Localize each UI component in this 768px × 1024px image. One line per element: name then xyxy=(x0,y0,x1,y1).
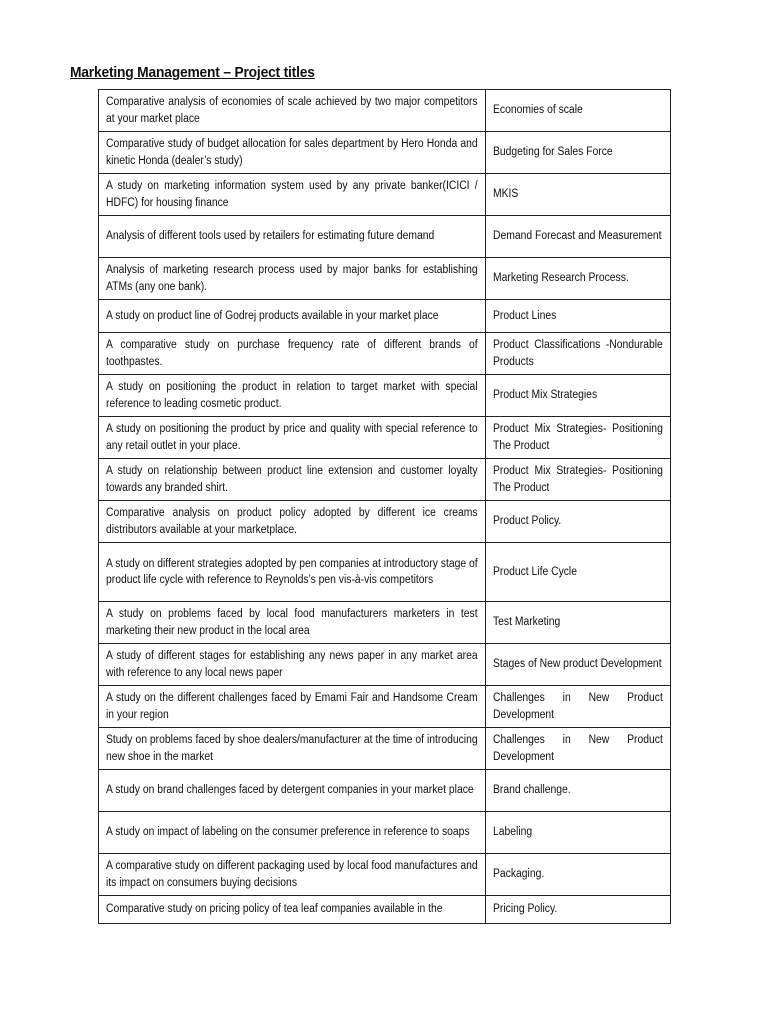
topic-cell xyxy=(486,543,671,602)
study-description-cell xyxy=(99,300,486,333)
topic-text: Product Mix Strategies- Positioning The Product xyxy=(493,465,663,494)
table-body xyxy=(99,90,671,924)
topic-cell xyxy=(486,501,671,543)
table-row xyxy=(99,501,671,543)
topic-text: Budgeting for Sales Force xyxy=(493,146,613,159)
study-description-text: A study on product line of Godrej products available in your market place xyxy=(106,309,439,322)
study-description-text: A study of different stages for establishing any news paper in any market area with reference to any local news paper xyxy=(106,650,478,679)
study-description-text: Analysis of marketing research process used by major banks for establishing ATMs (any one bank). xyxy=(106,264,478,293)
table-row xyxy=(99,812,671,854)
topic-cell xyxy=(486,132,671,174)
table-row xyxy=(99,174,671,216)
study-description-cell xyxy=(99,417,486,459)
topic-text: Labeling xyxy=(493,826,533,839)
topic-cell xyxy=(486,602,671,644)
study-description-cell xyxy=(99,728,486,770)
table-row xyxy=(99,644,671,686)
study-description-text: A study on positioning the product by price and quality with special reference to any retail outlet in your place. xyxy=(106,423,478,452)
study-description-cell xyxy=(99,543,486,602)
topic-text: Product Mix Strategies xyxy=(493,389,598,402)
study-description-cell xyxy=(99,132,486,174)
study-description-text: Comparative analysis on product policy adopted by different ice creams distributors available at your marketplace. xyxy=(106,507,478,536)
study-description-cell xyxy=(99,216,486,258)
study-description-cell xyxy=(99,686,486,728)
table-row xyxy=(99,417,671,459)
table-row xyxy=(99,896,671,924)
table-row xyxy=(99,216,671,258)
table-row xyxy=(99,459,671,501)
study-description-cell xyxy=(99,375,486,417)
table-row xyxy=(99,543,671,602)
study-description-text: A study on the different challenges faced by Emami Fair and Handsome Cream in your region xyxy=(106,692,478,721)
study-description-cell xyxy=(99,501,486,543)
topic-text: Product Lines xyxy=(493,309,557,322)
topic-text: Product Policy. xyxy=(493,515,562,528)
study-description-cell xyxy=(99,854,486,896)
study-description-cell xyxy=(99,174,486,216)
topic-text: Economies of scale xyxy=(493,104,583,117)
topic-cell xyxy=(486,174,671,216)
topic-text: Test Marketing xyxy=(493,616,561,629)
study-description-cell xyxy=(99,258,486,300)
study-description-text: A study on brand challenges faced by detergent companies in your market place xyxy=(106,784,474,797)
study-description-cell xyxy=(99,896,486,924)
study-description-text: Comparative analysis of economies of scale achieved by two major competitors at your market place xyxy=(106,96,478,125)
table-row xyxy=(99,854,671,896)
study-description-text: A study on different strategies adopted by pen companies at introductory stage of product life cycle with reference to Reynolds’s pen vis-à-vis competitors xyxy=(106,557,478,586)
table-row xyxy=(99,728,671,770)
table-row xyxy=(99,258,671,300)
topic-cell xyxy=(486,644,671,686)
study-description-cell xyxy=(99,812,486,854)
table-row xyxy=(99,333,671,375)
topic-cell xyxy=(486,90,671,132)
topic-text: Packaging. xyxy=(493,868,545,881)
topic-cell xyxy=(486,216,671,258)
study-description-cell xyxy=(99,602,486,644)
topic-cell xyxy=(486,459,671,501)
topic-text: Product Classifications -Nondurable Products xyxy=(493,339,663,368)
study-description-cell xyxy=(99,459,486,501)
document-title: Marketing Management – Project titles xyxy=(70,64,315,81)
table-row xyxy=(99,770,671,812)
study-description-text: A study on impact of labeling on the consumer preference in reference to soaps xyxy=(106,826,470,839)
study-description-text: Study on problems faced by shoe dealers/manufacturer at the time of introducing new shoe in the market xyxy=(106,734,478,763)
topic-cell xyxy=(486,854,671,896)
study-description-text: Comparative study on pricing policy of tea leaf companies available in the xyxy=(106,903,443,916)
table-row xyxy=(99,300,671,333)
study-description-text: A comparative study on purchase frequency rate of different brands of toothpastes. xyxy=(106,339,478,368)
topic-text: Challenges in New Product Development xyxy=(493,734,663,763)
topic-text: Product Life Cycle xyxy=(493,565,577,578)
topic-cell xyxy=(486,812,671,854)
topic-cell xyxy=(486,417,671,459)
study-description-cell xyxy=(99,644,486,686)
topic-cell xyxy=(486,686,671,728)
study-description-text: Comparative study of budget allocation for sales department by Hero Honda and kinetic Honda (dealer’s study) xyxy=(106,138,478,167)
topic-text: Stages of New product Development xyxy=(493,658,662,671)
topic-cell xyxy=(486,258,671,300)
topic-text: MKIS xyxy=(493,188,519,201)
topic-text: Challenges in New Product Development xyxy=(493,692,663,721)
topic-text: Marketing Research Process. xyxy=(493,272,629,285)
topic-text: Product Mix Strategies- Positioning The Product xyxy=(493,423,663,452)
study-description-text: Analysis of different tools used by retailers for estimating future demand xyxy=(106,230,435,243)
study-description-text: A study on problems faced by local food manufacturers marketers in test marketing their new product in the local area xyxy=(106,608,478,637)
study-description-cell xyxy=(99,770,486,812)
topic-cell xyxy=(486,728,671,770)
table-row xyxy=(99,375,671,417)
topic-text: Pricing Policy. xyxy=(493,903,558,916)
topic-cell xyxy=(486,333,671,375)
study-description-cell xyxy=(99,90,486,132)
project-titles-table xyxy=(98,89,671,924)
topic-text: Brand challenge. xyxy=(493,784,571,797)
table-row xyxy=(99,132,671,174)
topic-cell xyxy=(486,375,671,417)
table-row xyxy=(99,90,671,132)
table-row xyxy=(99,686,671,728)
study-description-text: A study on relationship between product line extension and customer loyalty towards any branded shirt. xyxy=(106,465,478,494)
study-description-text: A study on marketing information system used by any private banker(ICICI / HDFC) for housing finance xyxy=(106,180,478,209)
topic-cell xyxy=(486,896,671,924)
study-description-text: A study on positioning the product in relation to target market with special reference to leading cosmetic product. xyxy=(106,381,478,410)
table-row xyxy=(99,602,671,644)
topic-text: Demand Forecast and Measurement xyxy=(493,230,662,243)
study-description-cell xyxy=(99,333,486,375)
topic-cell xyxy=(486,770,671,812)
study-description-text: A comparative study on different packaging used by local food manufactures and its impact on consumers buying decisions xyxy=(106,860,478,889)
topic-cell xyxy=(486,300,671,333)
